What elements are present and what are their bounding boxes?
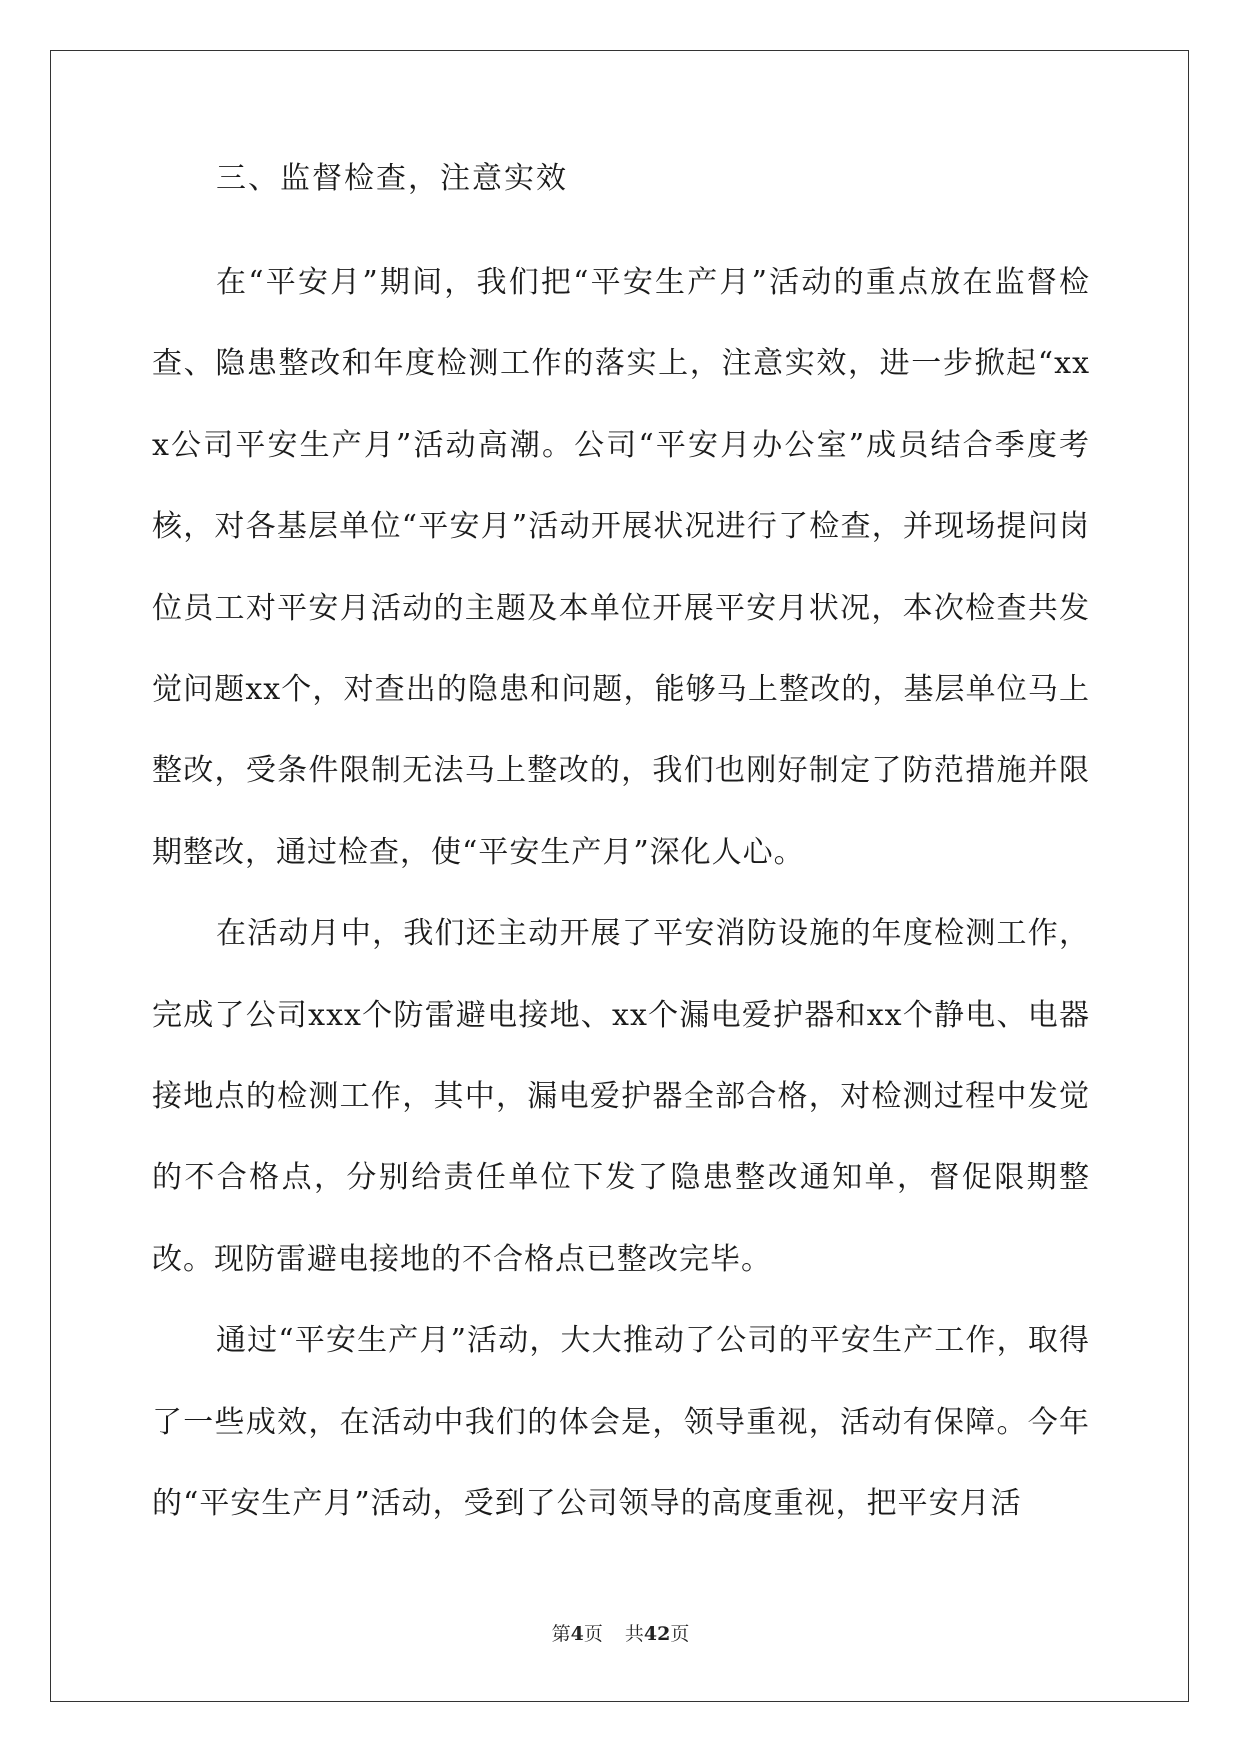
page-suffix: 页 [583, 1623, 603, 1645]
paragraph-2: 在活动月中，我们还主动开展了平安消防设施的年度检测工作，完成了公司xxx个防雷避电接地、xx个漏电爱护器和xx个静电、电器接地点的检测工作，其中，漏电爱护器全部合格，对检测过程中发觉的不合格点，分别给责任单位下发了隐患整改通知单，督促限期整改。现防雷避电接地的不合格点已整改完毕。 [152, 916, 1090, 1277]
page-number: 4 [570, 1623, 584, 1645]
total-prefix: 共 [624, 1623, 644, 1645]
paragraph-3: 通过“平安生产月”活动，大大推动了公司的平安生产工作，取得了一些成效，在活动中我们的体会是，领导重视，活动有保障。今年的“平安生产月”活动，受到了公司领导的高度重视，把平安月活 [152, 1323, 1090, 1522]
page-prefix: 第 [551, 1623, 571, 1645]
total-pages: 42 [643, 1623, 671, 1645]
paragraph-1: 在“平安月”期间，我们把“平安生产月”活动的重点放在监督检查、隐患整改和年度检测工作的落实上，注意实效，进一步掀起“xxx公司平安生产月”活动高潮。公司“平安月办公室”成员结合季度考核，对各基层单位“平安月”活动开展状况进行了检查，并现场提问岗位员工对平安月活动的主题及本单位开展平安月状况，本次检查共发觉问题xx个，对查出的隐患和问题，能够马上整改的，基层单位马上整改，受条件限制无法马上整改的，我们也刚好制定了防范措施并限期整改，通过检查，使“平安生产月”深化人心。 [152, 265, 1090, 870]
total-suffix: 页 [670, 1623, 690, 1645]
section-heading: 三、监督检查，注意实效 [216, 161, 568, 196]
document-body [152, 160, 1090, 1545]
page-footer [0, 1622, 1241, 1646]
